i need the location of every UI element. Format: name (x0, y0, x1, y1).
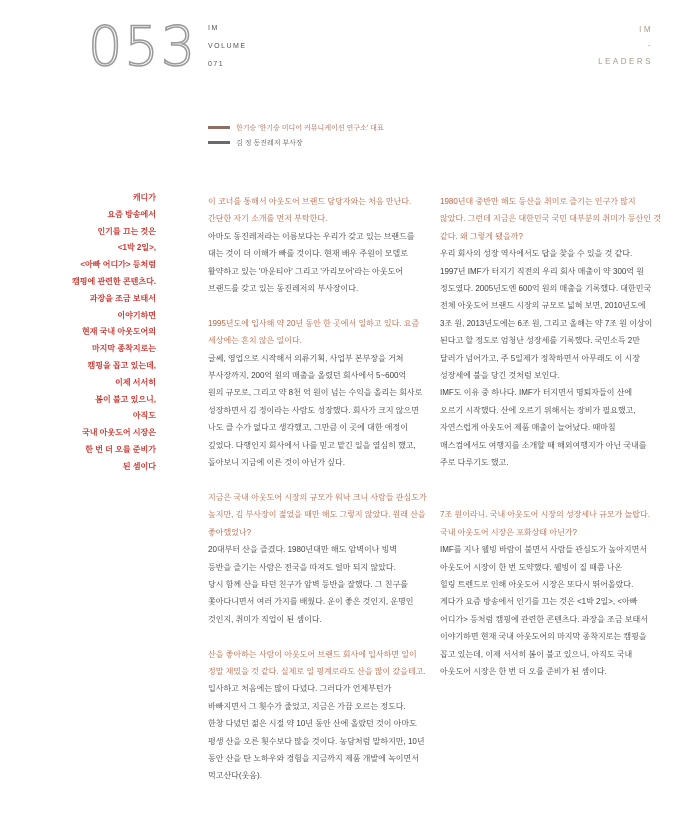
paragraph-gap (208, 471, 426, 488)
answer-line: 동안 산을 탄 노하우와 경험을 지금까지 제품 개발에 녹이면서 (208, 753, 419, 763)
question-line: 좋아했었나? (208, 527, 252, 537)
answer-line: 힐링 트렌드로 인해 아웃도어 시장은 또다시 뛰어올랐다. (440, 579, 634, 589)
answer-line: 어디가> 등처럼 캠핑에 관련한 콘텐츠다. 과장을 조금 보태서 (440, 614, 648, 624)
answer-line: 성장하면서 김 정이라는 사람도 성장했다. 회사가 크지 않으면 (208, 405, 419, 415)
answer-line: 20대부터 산을 즐겼다. 1980년대만 해도 암벽이나 빙벽 (208, 545, 398, 555)
answer-line: 나도 클 수가 없다고 생각했고, 그만큼 이 곳에 대한 애정이 (208, 423, 408, 433)
byline-interviewee-text: 김 정 동진레저 부사장 (236, 139, 303, 147)
pull-quote-line: 된 셈이다 (122, 461, 156, 471)
question-line: 세상에는 흔치 않은 일이다. (208, 336, 302, 346)
answer-line: 바빠지면서 그 횟수가 줄었고, 지금은 가끔 오르는 정도다. (208, 701, 406, 711)
question-line: 않았다. 그런데 지금은 대한민국 국민 대부분의 취미가 등산인 것 (440, 214, 661, 224)
pull-quote-line: 이제 서서히 (115, 377, 156, 387)
section-dash: - (647, 41, 653, 50)
answer-line: 매스컴에서도 여행지를 소개할 때 해외여행지가 아닌 국내를 (440, 440, 647, 450)
answer-line: 자연스럽게 아웃도어 제품 매출이 늘어났다. 때마침 (440, 423, 616, 433)
question-line: 같다. 왜 그렇게 됐을까? (440, 231, 523, 241)
issue-info (208, 20, 247, 74)
pull-quote-line: 아직도 (132, 411, 156, 421)
answer-line: 게다가 요즘 방송에서 인기를 끄는 것은 <1박 2일>, <아빠 (440, 597, 638, 607)
answer-line: 활약하고 있는 '마운티아' 그리고 '카리모어'라는 아웃도어 (208, 266, 403, 276)
pull-quote-line: 과장을 조금 보태서 (89, 293, 156, 303)
section-name: LEADERS (598, 57, 653, 66)
pull-quote-line: <아빠 어디가> 등처럼 (80, 260, 156, 270)
question-line: 간단한 자기 소개를 먼저 부탁한다. (208, 214, 328, 224)
pull-quote-line: 봄이 불고 있으니, (95, 394, 156, 404)
article-column-2 (440, 193, 660, 680)
answer-line: 전체 아웃도어 브랜드 시장의 규모로 넓혀 보면, 2010년도에 (440, 301, 646, 311)
answer-line: 브랜드를 갖고 있는 동진레저의 부사장이다. (208, 284, 359, 294)
issue-volume-label: VOLUME (208, 43, 247, 50)
question-line: 이 코너를 통해서 아웃도어 브랜드 담당자와는 처음 만난다. (208, 197, 412, 206)
answer-line: 주로 다루기도 했고. (440, 458, 509, 468)
byline-interviewer-text: 한기승 '한기승 미디어 커뮤니케이션 연구소' 대표 (236, 124, 384, 132)
byline-interviewer (208, 120, 384, 135)
answer-line: 아웃도어 시장이 한 번 도약했다. 웰빙이 질 때쯤 나온 (440, 562, 623, 572)
answer-line: 입사하고 처음에는 많이 다녔다. 그러다가 언제부턴가 (208, 684, 392, 694)
answer-line: 오르기 시작했다. 산에 오르기 위해서는 장비가 필요했고, (440, 405, 636, 415)
byline-interviewee (208, 135, 384, 150)
answer-line: 1997년 IMF가 터지기 직전의 우리 회사 매출이 약 300억 원 (440, 266, 645, 276)
answer-line: 아웃도어 시장은 한 번 더 오를 준비가 된 셈이다. (440, 666, 607, 676)
answer-line: 이야기하면 현재 국내 아웃도어의 마지막 종착지로는 캠핑을 (440, 632, 647, 642)
question-line: 산을 좋아하는 사람이 아웃도어 브랜드 회사에 입사하면 일이 (208, 649, 417, 659)
answer-line: 된다고 할 정도로 엄청난 성장세를 기록했다. 국민소득 2만 (440, 336, 640, 346)
question-line: 국내 아웃도어 시장은 포화상태 아닌가? (440, 527, 577, 537)
answer-line: 성장세에 불을 당긴 것처럼 보인다. (440, 371, 560, 381)
answer-line: 우리 회사의 성장 역사에서도 답을 찾을 수 있을 것 같다. (440, 249, 633, 259)
article-column-1 (208, 193, 426, 785)
answer-line: 정도였다. 2005년도엔 600억 원의 매출을 기록했다. 대한민국 (440, 284, 652, 294)
pull-quote-line: 한 번 더 오를 준비가 (85, 444, 156, 454)
question-line: 정말 재밌을 것 같다. 실제로 일 핑계로라도 산을 많이 갔을테고. (208, 666, 426, 676)
page-number: 053 (88, 15, 198, 78)
pull-quote-line: 이야기하면 (117, 310, 156, 320)
question-line: 1995년도에 입사해 약 20년 동안 한 곳에서 일하고 있다. 요즘 (208, 318, 420, 328)
byline-marker (208, 141, 230, 144)
paragraph-gap (440, 472, 660, 489)
paragraph-gap (208, 297, 426, 314)
question-line: 지금은 국내 아웃도어 시장의 규모가 워낙 크니 사람들 관심도가 (208, 492, 427, 502)
pull-quote-line: 캠핑에 관련한 콘텐츠다. (72, 276, 156, 286)
answer-line: 돌아보니 지금에 이른 것이 아닌가 싶다. (208, 458, 345, 468)
answer-line: 당시 함께 산을 타던 친구가 암벽 등반을 잘했다. 그 친구를 (208, 579, 408, 589)
answer-line: 꼽고 있는데, 이제 서서히 봄이 불고 있으니, 아직도 국내 (440, 649, 633, 659)
answer-line: 아마도 동진레저라는 이름보다는 우리가 갖고 있는 브랜드를 (208, 231, 415, 241)
section-label (598, 22, 653, 70)
answer-line: 먹고산다(웃음). (208, 771, 262, 781)
pull-quote (60, 190, 156, 476)
answer-line: 것인지, 취미가 직업이 된 셈이다. (208, 614, 322, 624)
pull-quote-line: <1박 2일>, (117, 243, 156, 253)
pull-quote-line: 국내 아웃도어 시장은 (82, 428, 156, 438)
pull-quote-line: 현재 국내 아웃도어의 (82, 327, 156, 337)
answer-line: 쫓아다니면서 여러 가지를 배웠다. 운이 좋은 것인지, 운명인 (208, 597, 414, 607)
pull-quote-line: 요즘 방송에서 (107, 209, 156, 219)
pull-quote-line: 인기를 끄는 것은 (97, 226, 156, 236)
paragraph-gap (208, 628, 426, 645)
answer-line: 부사장까지, 200억 원의 매출을 올렸던 회사에서 5~600억 (208, 371, 407, 381)
issue-magazine: IM (208, 25, 219, 32)
answer-line: 3조 원, 2013년도에는 6조 원, 그리고 올해는 약 7조 원 이상이 (440, 318, 653, 328)
section-magazine: IM (639, 25, 653, 34)
pull-quote-line: 마지막 종착지로는 (91, 344, 156, 354)
issue-volume-number: 071 (208, 61, 225, 68)
answer-line: IMF를 지나 웰빙 바람이 불면서 사람들 관심도가 높아지면서 (440, 545, 648, 555)
answer-line: 글쎄, 영업으로 시작해서 의류기획, 사업부 본부장을 거쳐 (208, 353, 404, 363)
answer-line: 원의 규모로, 그리고 약 8천 억 원이 넘는 수익을 올리는 회사로 (208, 388, 423, 398)
answer-line: 대는 것이 더 이해가 빠를 것이다. 현재 배우 주원이 모델로 (208, 249, 408, 259)
paragraph-gap (440, 489, 660, 506)
byline-marker (208, 126, 230, 129)
pull-quote-line: 캐디가 (132, 193, 156, 202)
pull-quote-line: 캠핑을 꼽고 있는데, (87, 360, 156, 370)
answer-line: IMF도 이유 중 하나다. IMF가 터지면서 명퇴자들이 산에 (440, 388, 633, 398)
answer-line: 달러가 넘어가고, 주 5일제가 정착하면서 아무래도 이 시장 (440, 353, 640, 363)
answer-line: 평생 산을 오른 횟수보다 많을 것이다. 농담처럼 말하지만, 10년 (208, 736, 425, 746)
question-line: 7조 원이라니. 국내 아웃도어 시장의 성장세나 규모가 놀랍다. (440, 510, 650, 520)
question-line: 높지만, 김 부사장이 젊었을 때만 해도 그렇지 않았다. 원래 산을 (208, 510, 426, 520)
answer-line: 깊었다. 다행인지 회사에서 나를 믿고 맡긴 일을 열심히 했고, (208, 440, 416, 450)
answer-line: 한창 다녔던 젊은 시절 약 10년 동안 산에 올랐던 것이 아마도 (208, 719, 417, 729)
byline (208, 120, 384, 150)
question-line: 1980년대 중반만 해도 등산을 취미로 즐기는 인구가 많지 (440, 197, 636, 206)
answer-line: 등반을 즐기는 사람은 전국을 따져도 얼마 되지 않았다. (208, 562, 396, 572)
